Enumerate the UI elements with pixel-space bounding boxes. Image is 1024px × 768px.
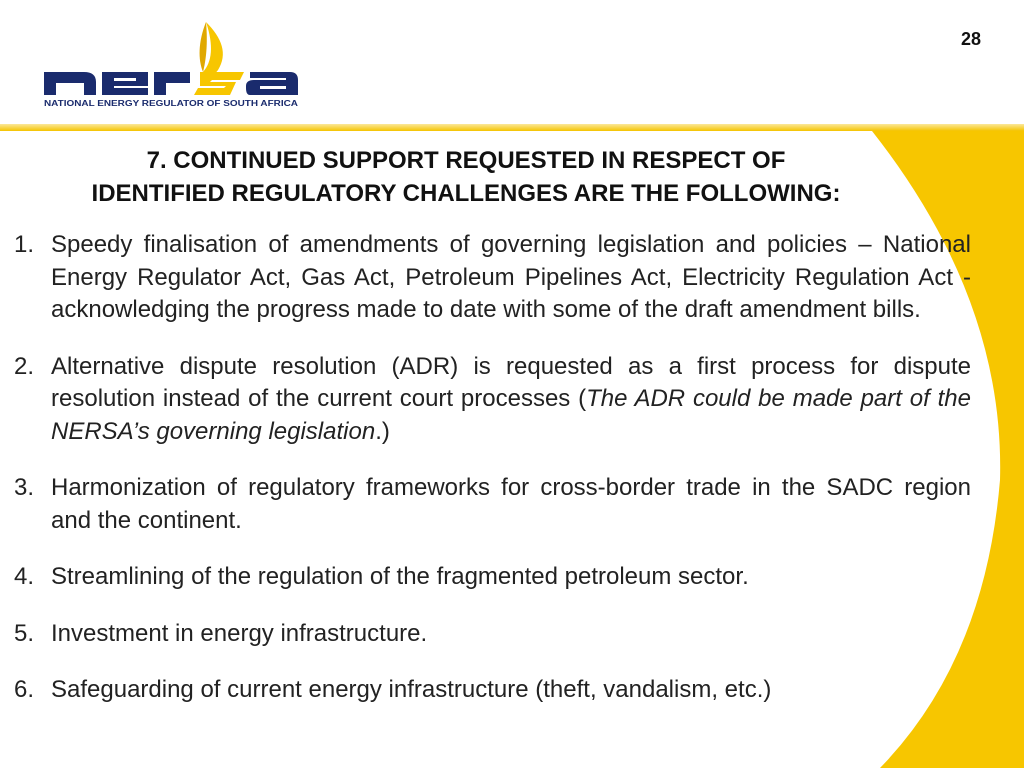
slide-title-line-2: IDENTIFIED REGULATORY CHALLENGES ARE THE FOLLOWING: bbox=[91, 180, 841, 207]
item-text: Investment in energy infrastructure. bbox=[51, 619, 428, 647]
nersa-logo bbox=[40, 20, 310, 112]
item-number: 4. bbox=[14, 563, 35, 590]
request-list bbox=[14, 229, 971, 707]
item-text-italic: The ADR could be made part of the NERSA’s governing legislation bbox=[51, 385, 971, 445]
page-number: 28 bbox=[960, 29, 981, 49]
item-text: Harmonization of regulatory frameworks for cross-border trade in the SADC region and the continent. bbox=[51, 474, 971, 534]
item-text: Streamlining of the regulation of the fragmented petroleum sector. bbox=[51, 563, 749, 590]
wordmark-a bbox=[246, 72, 298, 95]
slide-title bbox=[14, 144, 918, 210]
list-item bbox=[14, 351, 971, 449]
item-text-start: Alternative dispute resolution (ADR) is requested as a first process for dispute resolution instead of the current court processes ( bbox=[51, 352, 971, 412]
list-item bbox=[14, 229, 971, 327]
item-text bbox=[51, 351, 971, 449]
list-item bbox=[14, 472, 971, 537]
item-number: 3. bbox=[14, 474, 35, 501]
list-item bbox=[14, 674, 971, 707]
item-text-end: .) bbox=[375, 417, 390, 445]
item-number: 6. bbox=[14, 676, 35, 703]
logo-tagline: NATIONAL ENERGY REGULATOR OF SOUTH AFRICA bbox=[44, 99, 299, 108]
flame-icon bbox=[200, 22, 223, 76]
item-number: 2. bbox=[14, 352, 35, 380]
wordmark-s bbox=[194, 72, 244, 95]
item-text: Safeguarding of current energy infrastructure (theft, vandalism, etc.) bbox=[51, 676, 772, 703]
item-number: 5. bbox=[14, 619, 35, 647]
item-text: Speedy finalisation of amendments of governing legislation and policies – National Energy Regulator Act, Gas Act, Petroleum Pipelines Act, Electricity Regulation Act - acknowledging the progress made to date with some of the draft amendment bills. bbox=[51, 231, 971, 323]
list-item bbox=[14, 561, 971, 594]
header-divider bbox=[0, 124, 1024, 131]
wordmark-letters bbox=[44, 72, 190, 95]
slide-title-line-1: 7. CONTINUED SUPPORT REQUESTED IN RESPECT OF bbox=[146, 147, 786, 174]
item-number: 1. bbox=[14, 231, 35, 258]
list-item bbox=[14, 618, 971, 651]
